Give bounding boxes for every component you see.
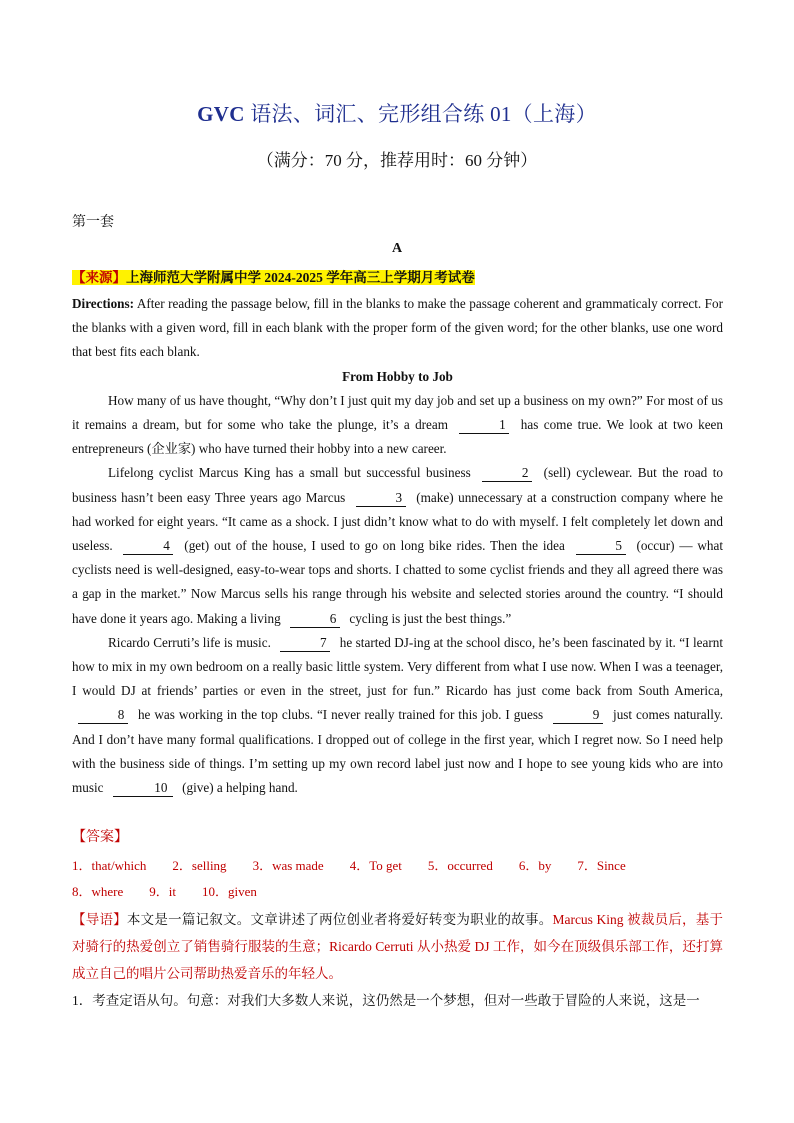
answer-item: 10．given (202, 884, 257, 899)
paragraph-2 (72, 461, 723, 630)
passage-body (72, 292, 723, 800)
passage-text: Lifelong cyclist Marcus King has a small but successful business (108, 465, 477, 481)
answer-item: 6．by (518, 858, 552, 873)
blank-8[interactable]: 8 (78, 707, 128, 724)
passage-text: cycling is just the best things.” (346, 610, 512, 626)
document-subtitle: （满分：70 分，推荐用时：60 分钟） (256, 151, 538, 170)
directions-label: Directions: (72, 296, 135, 311)
passage-text: he was working in the top clubs. “I never really trained for this job. I guess (134, 707, 548, 723)
answer-item: 7．Since (577, 858, 626, 873)
blank-5[interactable]: 5 (576, 538, 626, 555)
blank-10[interactable]: 10 (113, 780, 173, 797)
title-text: 语法、词汇、完形组合练 01（上海） (250, 102, 597, 126)
answer-item: 3．was made (252, 858, 324, 873)
answer-item: 8．where (72, 884, 124, 899)
blank-7[interactable]: 7 (280, 635, 330, 652)
guide-text-1: 本文是一篇记叙文。文章讲述了两位创业者将爱好转变为职业的故事。 (126, 912, 553, 927)
passage-text: (occur) — what cyclists need is well-designed, easy-to-wear tops and shorts. I chatted to some cyclist friends and they all agreed there was a gap in the market.” Now Marcus sells his range through his website and selected stories around the country. “I should have done it years ago. Making a living (72, 538, 723, 626)
blank-1[interactable]: 1 (459, 417, 509, 434)
source-bracket: 【来源】 (72, 270, 126, 285)
passage-text: (give) a helping hand. (178, 780, 298, 796)
paragraph-3 (72, 631, 723, 800)
blank-6[interactable]: 6 (290, 611, 340, 628)
set-label: 第一套 (72, 215, 114, 230)
passage-text: he started DJ-ing at the school disco, he’s been fascinated by it. “I learnt how to mix in my own bedroom on a really basic little system. Very different from what I use now. When I was a teenager, I would DJ at friends’ parties or even in the street, just for fun.” Ricardo has just come back from South America, (72, 634, 724, 699)
blank-4[interactable]: 4 (123, 538, 173, 555)
guide-label: 【导语】 (72, 912, 127, 927)
passage-text: (make) unnecessary at a construction company where he had worked for eight years. “It came as a shock. I just didn’t know what to do with myself. I felt completely let down and useless. (72, 489, 723, 554)
answer-item: 1．that/which (72, 858, 147, 873)
source-text: 上海师范大学附属中学 2024-2025 学年高三上学期月考试卷 (126, 270, 475, 285)
directions-text: After reading the passage below, fill in the blanks to make the passage coherent and grammaticaly correct. For the blanks with a given word, fill in each blank with the proper form of the given word; for the other blanks, use one word that best fits each blank. (72, 296, 723, 360)
answer-label: 【答案】 (72, 830, 128, 845)
passage-text: has come true. We look at two keen entrepreneurs (企业家) who have turned their hobby into a new career. (72, 417, 723, 457)
answer-item: 2．selling (172, 858, 227, 873)
paragraph-1 (72, 389, 723, 462)
blank-3[interactable]: 3 (356, 490, 406, 507)
answer-item: 4．To get (349, 858, 402, 873)
guide-section (72, 906, 723, 1014)
directions (72, 292, 723, 365)
title-latin: GVC (197, 102, 245, 126)
answer-item: 5．occurred (427, 858, 493, 873)
passage-text: (get) out of the house, I used to go on long bike rides. Then the idea (179, 538, 570, 554)
section-letter: A (391, 241, 403, 256)
passage-title: From Hobby to Job (342, 368, 453, 384)
passage-text: Ricardo Cerruti’s life is music. (108, 634, 275, 650)
blank-2[interactable]: 2 (482, 465, 532, 482)
blank-9[interactable]: 9 (553, 707, 603, 724)
source-line (72, 266, 475, 286)
answer-list (72, 853, 723, 905)
passage-text: (sell) cyclewear. But the road to business hasn’t been easy Three years ago Marcus (72, 465, 723, 505)
guide-explanation-1: 1．考查定语从句。句意：对我们大多数人来说，这仍然是一个梦想，但对一些敢于冒险的人来说，这是一 (72, 993, 700, 1008)
passage-text: just comes naturally. And I don’t have many formal qualifications. I dropped out of college in the first year, which I regret now. So I need help with the business side of things. I’m setting up my own record label just now and I hope to see young kids who are into music (72, 707, 724, 796)
passage-text: How many of us have thought, “Why don’t I just quit my day job and set up a business on my own?” For most of us it remains a dream, but for some who take the plunge, it’s a dream (72, 392, 723, 433)
document-title (0, 98, 794, 128)
guide-text-2: Marcus King 被裁员后，基于对骑行的热爱创立了销售骑行服装的生意；Ricardo Cerruti 从小热爱 DJ 工作，如今在顶级俱乐部工作，还打算成立自己的唱片公司帮助热爱音乐的年轻人。 (72, 912, 724, 981)
answer-item: 9．it (149, 884, 176, 899)
